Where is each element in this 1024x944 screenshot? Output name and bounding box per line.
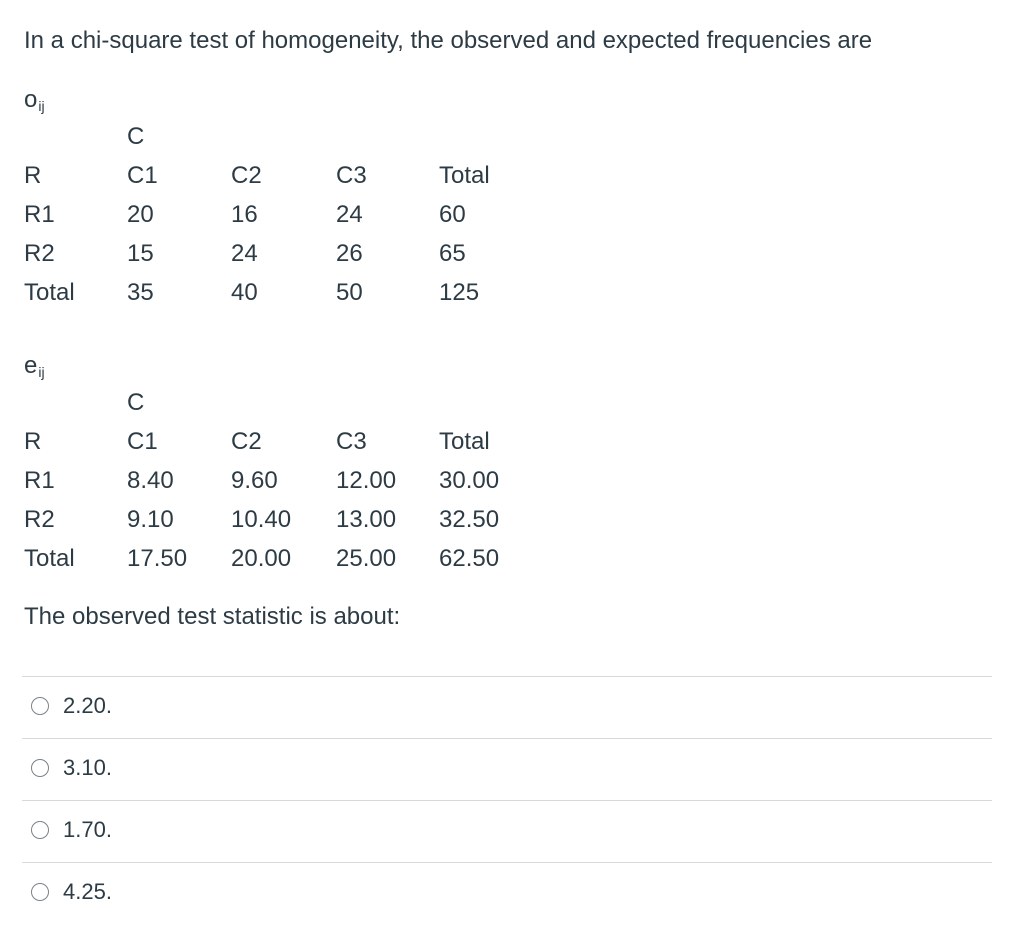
observed-header-cell: C2 <box>231 162 262 189</box>
observed-cell: 26 <box>336 240 363 267</box>
observed-header-cell: C3 <box>336 162 367 189</box>
observed-cell: R2 <box>24 240 55 267</box>
answer-label[interactable]: 2.20. <box>63 693 112 718</box>
observed-cell: 15 <box>127 240 154 267</box>
observed-header-cell: R <box>24 162 42 189</box>
observed-cell: 24 <box>231 240 258 267</box>
question-text: In a chi-square test of homogeneity, the observed and expected frequencies are <box>24 27 873 54</box>
expected-cell: 25.00 <box>336 545 397 572</box>
expected-symbol <box>24 352 45 386</box>
expected-header-cell: Total <box>439 428 490 455</box>
expected-cell: 62.50 <box>439 545 500 572</box>
expected-cell: Total <box>24 545 75 572</box>
expected-cell: 20.00 <box>231 545 292 572</box>
expected-cell: R2 <box>24 506 55 533</box>
observed-cell: Total <box>24 279 75 306</box>
radio-button[interactable] <box>31 821 49 839</box>
answer-list <box>22 676 992 924</box>
observed-header-cell: C1 <box>127 162 158 189</box>
radio-button[interactable] <box>31 697 49 715</box>
answer-option[interactable] <box>22 801 992 863</box>
observed-cell: 60 <box>439 201 466 228</box>
expected-cell: 17.50 <box>127 545 188 572</box>
answer-label[interactable]: 3.10. <box>63 755 112 780</box>
radio-button[interactable] <box>31 883 49 901</box>
observed-cell: 65 <box>439 240 466 267</box>
observed-symbol-subscript: ij <box>38 98 45 114</box>
expected-symbol-subscript: ij <box>38 364 45 380</box>
observed-cell: 16 <box>231 201 258 228</box>
observed-cell: R1 <box>24 201 55 228</box>
expected-cell: 13.00 <box>336 506 397 533</box>
observed-cell: 20 <box>127 201 154 228</box>
question-prompt: The observed test statistic is about: <box>24 603 401 630</box>
expected-header-cell: C3 <box>336 428 367 455</box>
expected-cell: 12.00 <box>336 467 397 494</box>
expected-header-cell: C1 <box>127 428 158 455</box>
observed-cell: 50 <box>336 279 363 306</box>
answer-label[interactable]: 1.70. <box>63 817 112 842</box>
expected-cell: 9.10 <box>127 506 174 533</box>
answer-option[interactable] <box>22 677 992 739</box>
answer-label[interactable]: 4.25. <box>63 879 112 904</box>
observed-symbol <box>24 86 45 120</box>
observed-header-cell: Total <box>439 162 490 189</box>
answer-option[interactable] <box>22 863 992 924</box>
expected-header-cell: C2 <box>231 428 262 455</box>
expected-cell: 9.60 <box>231 467 278 494</box>
answer-option[interactable] <box>22 739 992 801</box>
observed-cell: 40 <box>231 279 258 306</box>
expected-cell: 30.00 <box>439 467 500 494</box>
observed-col-group-label: C <box>127 123 145 150</box>
expected-col-group-label: C <box>127 389 145 416</box>
radio-button[interactable] <box>31 759 49 777</box>
expected-cell: 8.40 <box>127 467 174 494</box>
expected-cell: 10.40 <box>231 506 292 533</box>
expected-symbol-letter: e <box>24 352 38 379</box>
observed-cell: 125 <box>439 279 480 306</box>
expected-cell: R1 <box>24 467 55 494</box>
observed-symbol-letter: o <box>24 86 38 113</box>
observed-cell: 24 <box>336 201 363 228</box>
expected-header-cell: R <box>24 428 42 455</box>
expected-cell: 32.50 <box>439 506 500 533</box>
observed-cell: 35 <box>127 279 154 306</box>
